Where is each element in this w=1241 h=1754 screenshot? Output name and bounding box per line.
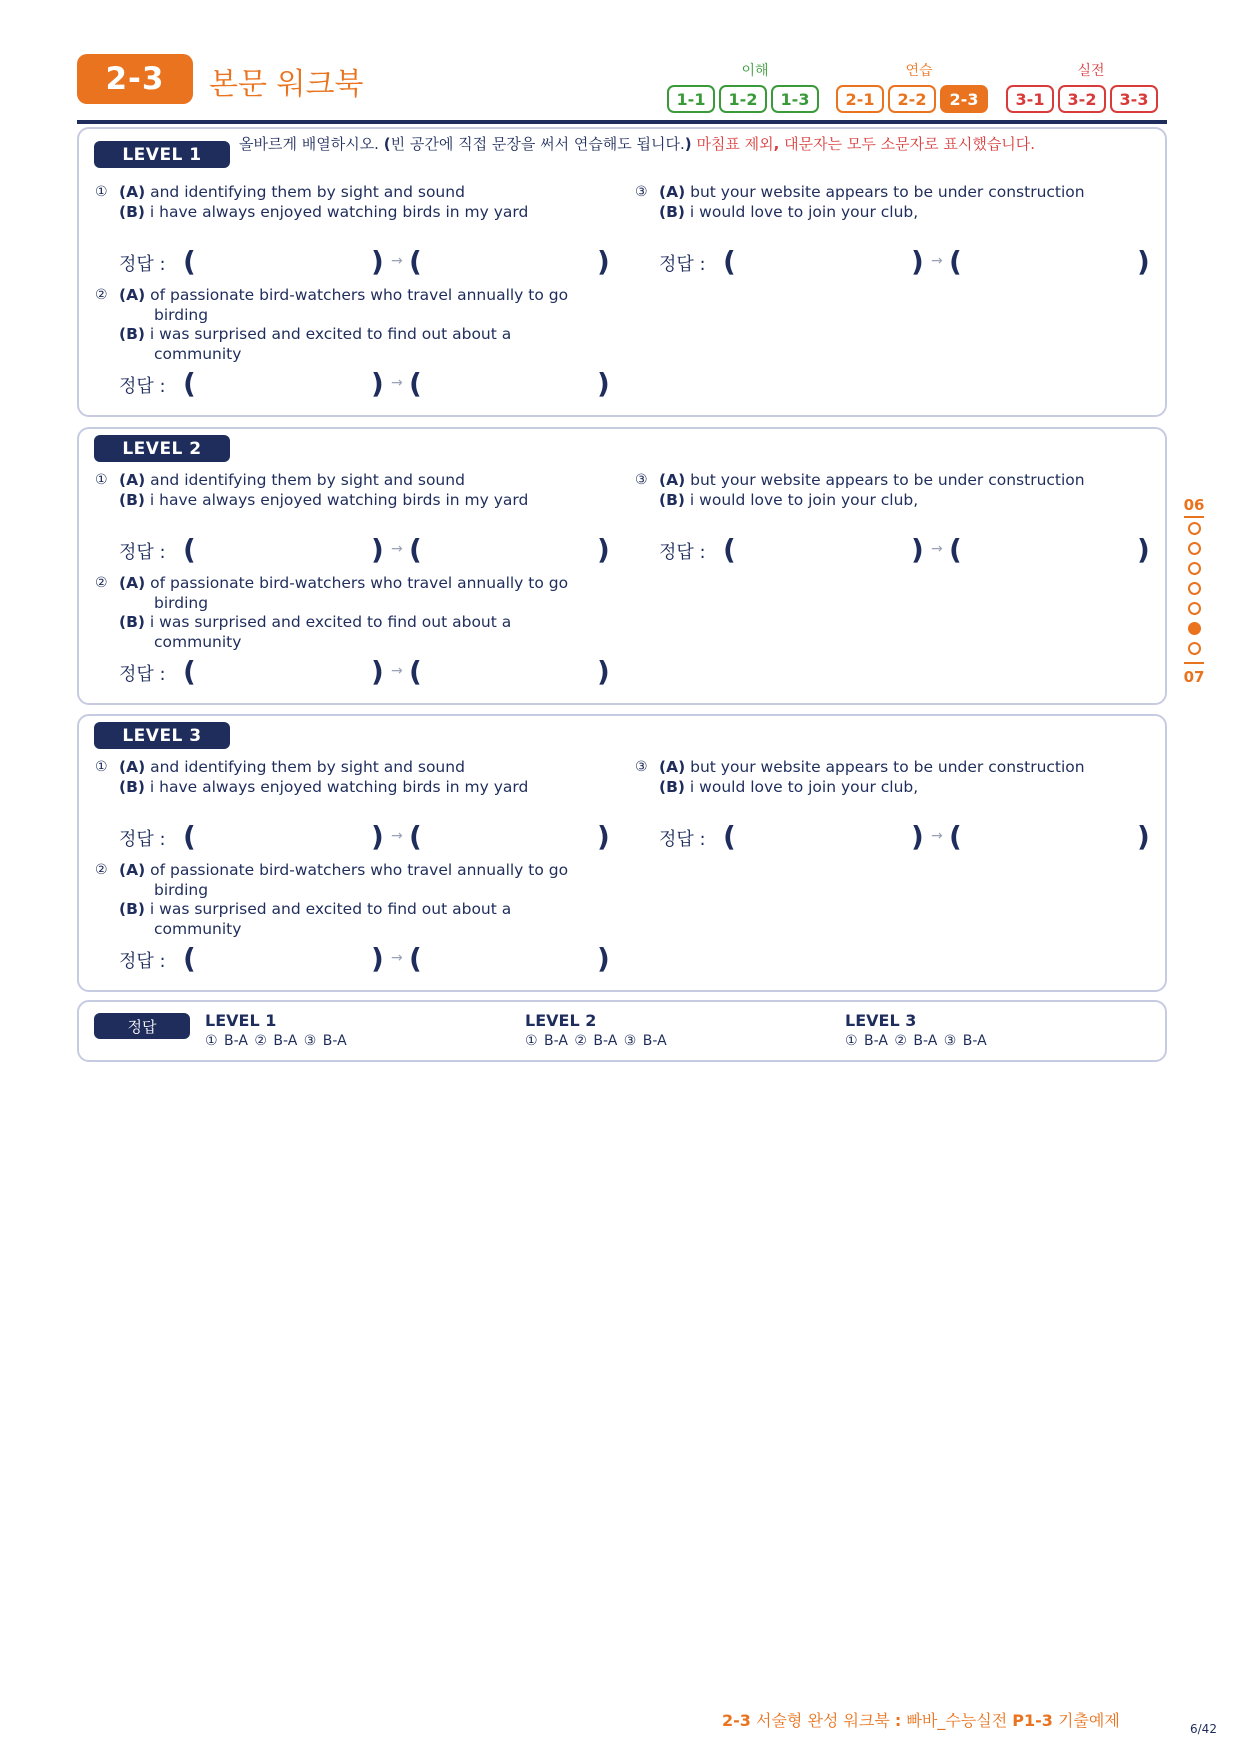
level-badge: LEVEL 2: [94, 435, 230, 462]
footer-text-c: 기출예제: [1058, 1711, 1120, 1730]
blank-close-paren: ): [371, 533, 384, 566]
option-b-text: i would love to join your club,: [689, 202, 919, 221]
nav-pill-2-3[interactable]: 2-3: [940, 85, 988, 113]
blank-open-paren: (: [949, 245, 962, 278]
footer-text-b: 빠바_수능실전: [906, 1711, 1008, 1730]
answer-label: 정답 :: [119, 376, 166, 397]
option-a-tag: (A): [119, 286, 146, 304]
answer-row-3: [659, 822, 1169, 852]
blank-open-paren: (: [183, 655, 196, 688]
blank-close-paren: ): [597, 942, 610, 975]
option-b-text: i was surprised and excited to find out about a: [149, 900, 512, 918]
option-b-tag: (B): [119, 900, 145, 918]
instruction-paren-text: 빈 공간에 직접 문장을 써서 연습해도 됩니다.: [390, 135, 685, 153]
option-b-tag: (B): [119, 325, 145, 343]
answer-label: 정답 :: [119, 829, 166, 850]
option-a-text: but your website appears to be under construction: [690, 758, 1085, 776]
question-number: ①: [95, 759, 108, 775]
progress-dot[interactable]: [1188, 642, 1201, 655]
option-b-tag: (B): [659, 490, 685, 509]
progress-dot[interactable]: [1188, 602, 1201, 615]
progress-dot[interactable]: [1188, 582, 1201, 595]
question-number: ③: [635, 472, 648, 488]
arrow-icon: →: [931, 541, 943, 557]
option-a-tag: (A): [659, 758, 686, 776]
blank-open-paren: (: [183, 533, 196, 566]
blank-close-paren: ): [371, 820, 384, 853]
option-b-text-cont: community: [154, 919, 242, 938]
blank-close-paren: ): [597, 367, 610, 400]
question-2: [95, 574, 568, 652]
option-b-tag: (B): [119, 777, 145, 796]
answer-key-box: [77, 1000, 1167, 1062]
question-2: [95, 286, 568, 364]
option-b-tag: (B): [659, 777, 685, 796]
page-title: 본문 워크북: [209, 67, 364, 102]
option-a-text: and identifying them by sight and sound: [150, 183, 465, 201]
answer-row-2: [119, 369, 629, 399]
blank-open-paren: (: [723, 820, 736, 853]
nav-group-label-real: 실전: [1077, 63, 1105, 79]
blank-open-paren: (: [183, 820, 196, 853]
arrow-icon: →: [391, 663, 403, 679]
question-number: ③: [635, 759, 648, 775]
instruction-note-b: 대문자는 모두 소문자로 표시했습니다.: [784, 135, 1036, 153]
footer-code: 2-3: [722, 1711, 751, 1730]
blank-open-paren: (: [409, 533, 422, 566]
option-b-text: i would love to join your club,: [689, 777, 919, 796]
question-3: [635, 758, 1085, 797]
option-b-text-cont: community: [154, 344, 242, 363]
nav-pill-1-1[interactable]: 1-1: [667, 85, 715, 113]
option-a-text-cont: birding: [154, 880, 209, 899]
option-a-tag: (A): [119, 574, 146, 592]
question-number: ②: [95, 287, 108, 303]
arrow-icon: →: [931, 828, 943, 844]
blank-open-paren: (: [949, 533, 962, 566]
level-badge: LEVEL 3: [94, 722, 230, 749]
instruction-text: [239, 134, 1144, 154]
question-1: [95, 758, 528, 797]
blank-open-paren: (: [183, 245, 196, 278]
option-a-tag: (A): [119, 758, 146, 776]
answer-key-level-3: [845, 1011, 987, 1049]
option-a-text: but your website appears to be under construction: [690, 183, 1085, 201]
option-a-text: but your website appears to be under construction: [690, 471, 1085, 489]
side-nav-end-number: 07: [1183, 668, 1205, 686]
option-a-text-cont: birding: [154, 593, 209, 612]
answer-key-values: ① B-A ② B-A ③ B-A: [205, 1033, 347, 1049]
blank-open-paren: (: [409, 367, 422, 400]
answer-row-2: [119, 657, 629, 687]
nav-group-practice: [836, 85, 988, 113]
blank-open-paren: (: [183, 942, 196, 975]
question-1: [95, 183, 528, 222]
blank-open-paren: (: [409, 245, 422, 278]
answer-row-3: [659, 535, 1169, 565]
answer-label: 정답 :: [119, 951, 166, 972]
blank-close-paren: ): [597, 655, 610, 688]
answer-key-title: LEVEL 1: [205, 1011, 277, 1030]
page-number: 6/42: [1190, 1722, 1217, 1736]
answer-label: 정답 :: [659, 829, 706, 850]
option-a-text: of passionate bird-watchers who travel annually to go: [150, 286, 569, 304]
instruction-note-a: 마침표 제외: [696, 135, 774, 153]
arrow-icon: →: [931, 253, 943, 269]
instruction-main: 올바르게 배열하시오.: [239, 135, 379, 153]
level-1-box: [77, 127, 1167, 417]
answer-key-title: LEVEL 3: [845, 1011, 917, 1030]
answer-label: 정답 :: [119, 542, 166, 563]
answer-key-level-2: [525, 1011, 667, 1049]
blank-close-paren: ): [911, 533, 924, 566]
answer-row-3: [659, 247, 1169, 277]
nav-pill-1-2[interactable]: 1-2: [719, 85, 767, 113]
instruction-paren-close: ): [684, 135, 692, 153]
blank-open-paren: (: [949, 820, 962, 853]
arrow-icon: →: [391, 828, 403, 844]
instruction-paren-open: (: [383, 135, 391, 153]
blank-close-paren: ): [597, 245, 610, 278]
blank-close-paren: ): [371, 367, 384, 400]
question-number: ②: [95, 575, 108, 591]
progress-dot-active[interactable]: [1188, 622, 1201, 635]
progress-dot[interactable]: [1188, 542, 1201, 555]
option-b-text: i have always enjoyed watching birds in my yard: [149, 202, 529, 221]
side-nav-start-number: 06: [1183, 496, 1205, 514]
nav-group-label-understand: 이해: [741, 63, 769, 79]
answer-key-title: LEVEL 2: [525, 1011, 597, 1030]
option-b-tag: (B): [659, 202, 685, 221]
answer-key-values: ① B-A ② B-A ③ B-A: [525, 1033, 667, 1049]
question-number: ③: [635, 184, 648, 200]
blank-close-paren: ): [371, 655, 384, 688]
nav-pill-2-1[interactable]: 2-1: [836, 85, 884, 113]
answer-key-badge: 정답: [94, 1013, 190, 1039]
question-3: [635, 183, 1085, 222]
option-a-tag: (A): [119, 471, 146, 489]
blank-close-paren: ): [1137, 820, 1150, 853]
footer-text-a: 서술형 완성 워크북: [756, 1711, 890, 1730]
blank-close-paren: ): [371, 942, 384, 975]
option-b-tag: (B): [119, 490, 145, 509]
option-b-text: i was surprised and excited to find out about a: [149, 325, 512, 343]
option-a-tag: (A): [659, 471, 686, 489]
side-nav-divider: [1184, 516, 1204, 518]
arrow-icon: →: [391, 253, 403, 269]
option-a-text: of passionate bird-watchers who travel annually to go: [150, 861, 569, 879]
blank-close-paren: ): [1137, 533, 1150, 566]
answer-label: 정답 :: [119, 664, 166, 685]
question-3: [635, 471, 1085, 510]
option-b-text: i have always enjoyed watching birds in my yard: [149, 777, 529, 796]
nav-group-understand: [667, 85, 819, 113]
nav-pill-3-2[interactable]: 3-2: [1058, 85, 1106, 113]
instruction-comma: ,: [773, 135, 780, 153]
blank-open-paren: (: [409, 820, 422, 853]
footer-code2: P1-3: [1012, 1711, 1053, 1730]
question-2: [95, 861, 568, 939]
option-b-text: i would love to join your club,: [689, 490, 919, 509]
question-number: ②: [95, 862, 108, 878]
level-badge: LEVEL 1: [94, 141, 230, 168]
answer-key-values: ① B-A ② B-A ③ B-A: [845, 1033, 987, 1049]
footer-colon: :: [894, 1711, 902, 1730]
option-b-tag: (B): [119, 202, 145, 221]
option-a-text: and identifying them by sight and sound: [150, 471, 465, 489]
option-a-text: of passionate bird-watchers who travel annually to go: [150, 574, 569, 592]
option-a-tag: (A): [659, 183, 686, 201]
answer-label: 정답 :: [119, 254, 166, 275]
option-a-text: and identifying them by sight and sound: [150, 758, 465, 776]
level-2-box: [77, 427, 1167, 705]
blank-close-paren: ): [371, 245, 384, 278]
nav-pill-1-3[interactable]: 1-3: [771, 85, 819, 113]
option-a-text-cont: birding: [154, 305, 209, 324]
answer-label: 정답 :: [659, 254, 706, 275]
blank-close-paren: ): [911, 245, 924, 278]
question-1: [95, 471, 528, 510]
answer-key-level-1: [205, 1011, 347, 1049]
footer-caption: [722, 1708, 1120, 1731]
blank-close-paren: ): [597, 820, 610, 853]
nav-group-label-practice: 연습: [905, 63, 933, 79]
nav-group-real: [1006, 85, 1158, 113]
answer-row-1: [119, 535, 629, 565]
nav-pill-3-1[interactable]: 3-1: [1006, 85, 1054, 113]
blank-close-paren: ): [1137, 245, 1150, 278]
progress-dot[interactable]: [1188, 522, 1201, 535]
progress-dot[interactable]: [1188, 562, 1201, 575]
answer-row-2: [119, 944, 629, 974]
arrow-icon: →: [391, 375, 403, 391]
question-number: ①: [95, 184, 108, 200]
option-b-text: i was surprised and excited to find out about a: [149, 613, 512, 631]
arrow-icon: →: [391, 950, 403, 966]
level-3-box: [77, 714, 1167, 992]
blank-open-paren: (: [723, 245, 736, 278]
header-divider: [77, 120, 1167, 124]
option-b-tag: (B): [119, 613, 145, 631]
blank-close-paren: ): [597, 533, 610, 566]
option-a-tag: (A): [119, 861, 146, 879]
option-a-tag: (A): [119, 183, 146, 201]
nav-pill-2-2[interactable]: 2-2: [888, 85, 936, 113]
nav-pill-3-3[interactable]: 3-3: [1110, 85, 1158, 113]
answer-row-1: [119, 247, 629, 277]
blank-close-paren: ): [911, 820, 924, 853]
blank-open-paren: (: [723, 533, 736, 566]
blank-open-paren: (: [409, 655, 422, 688]
section-badge: 2-3: [77, 54, 193, 104]
blank-open-paren: (: [183, 367, 196, 400]
answer-label: 정답 :: [659, 542, 706, 563]
question-number: ①: [95, 472, 108, 488]
option-b-text-cont: community: [154, 632, 242, 651]
side-nav-divider: [1184, 662, 1204, 664]
blank-open-paren: (: [409, 942, 422, 975]
option-b-text: i have always enjoyed watching birds in my yard: [149, 490, 529, 509]
answer-row-1: [119, 822, 629, 852]
arrow-icon: →: [391, 541, 403, 557]
side-progress-nav: [1180, 496, 1208, 686]
